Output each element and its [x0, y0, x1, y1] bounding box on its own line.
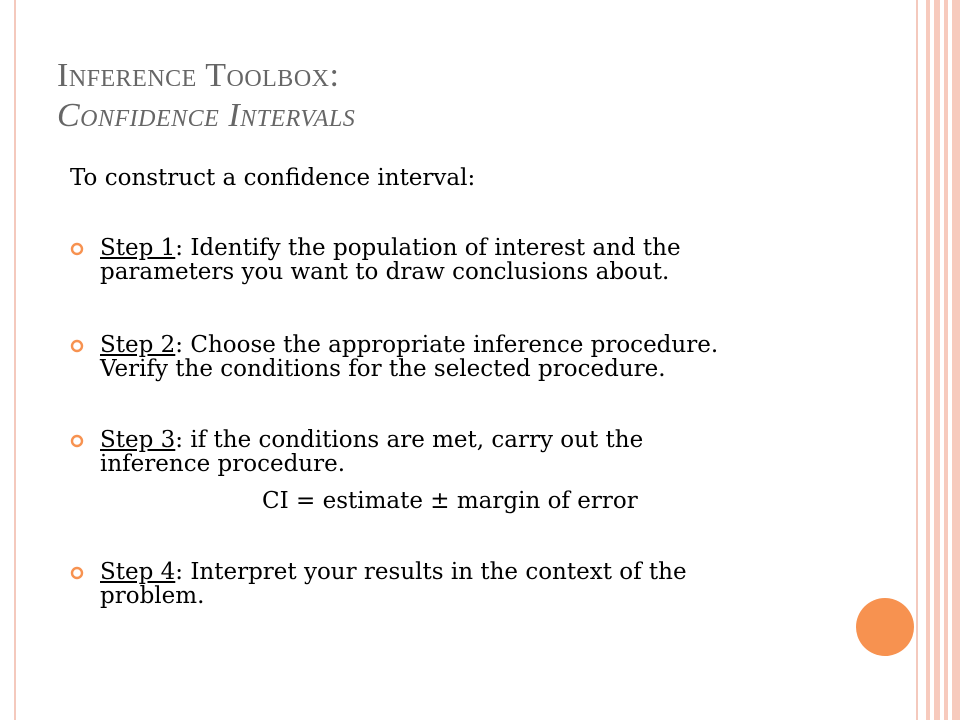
- step-2-line-2: Verify the conditions for the selected procedure.: [100, 356, 666, 382]
- step-3-text: : if the conditions are met, carry out the: [175, 427, 644, 453]
- bullet-icon: [70, 434, 84, 448]
- step-2-label: Step 2: [100, 332, 176, 358]
- step-1-line-2: parameters you want to draw conclusions about.: [100, 259, 670, 285]
- step-2-line-1: [100, 333, 718, 357]
- step-1-label: Step 1: [100, 235, 176, 261]
- step-4-label: Step 4: [100, 559, 176, 585]
- step-4-line-1: [100, 560, 687, 584]
- step-1: [100, 236, 681, 284]
- step-3-line-2: inference procedure.: [100, 451, 346, 477]
- step-4: [100, 560, 687, 608]
- step-1-line-1: [100, 236, 681, 260]
- bullet-icon: [70, 339, 84, 353]
- step-3: [100, 428, 643, 476]
- bullet-icon: [70, 242, 84, 256]
- step-4-line-2: problem.: [100, 583, 205, 609]
- intro-text: To construct a confidence interval:: [70, 165, 476, 191]
- slide-title: [57, 56, 355, 136]
- step-2: [100, 333, 718, 381]
- step-4-text: : Interpret your results in the context of the: [175, 559, 687, 585]
- title-line-1: Inference Toolbox:: [57, 57, 340, 94]
- step-3-line-1: [100, 428, 643, 452]
- decor-orange-circle: [856, 598, 914, 656]
- decor-stripe-1: [926, 0, 930, 720]
- decor-stripe-3: [944, 0, 948, 720]
- title-line-2: Confidence Intervals: [57, 97, 356, 134]
- step-3-label: Step 3: [100, 427, 176, 453]
- decor-stripe-2: [934, 0, 940, 720]
- step-1-text: : Identify the population of interest and the: [175, 235, 681, 261]
- bullet-icon: [70, 566, 84, 580]
- decor-stripe-4: [952, 0, 960, 720]
- step-2-text: : Choose the appropriate inference procedure.: [175, 332, 719, 358]
- ci-formula: CI = estimate ± margin of error: [262, 488, 638, 514]
